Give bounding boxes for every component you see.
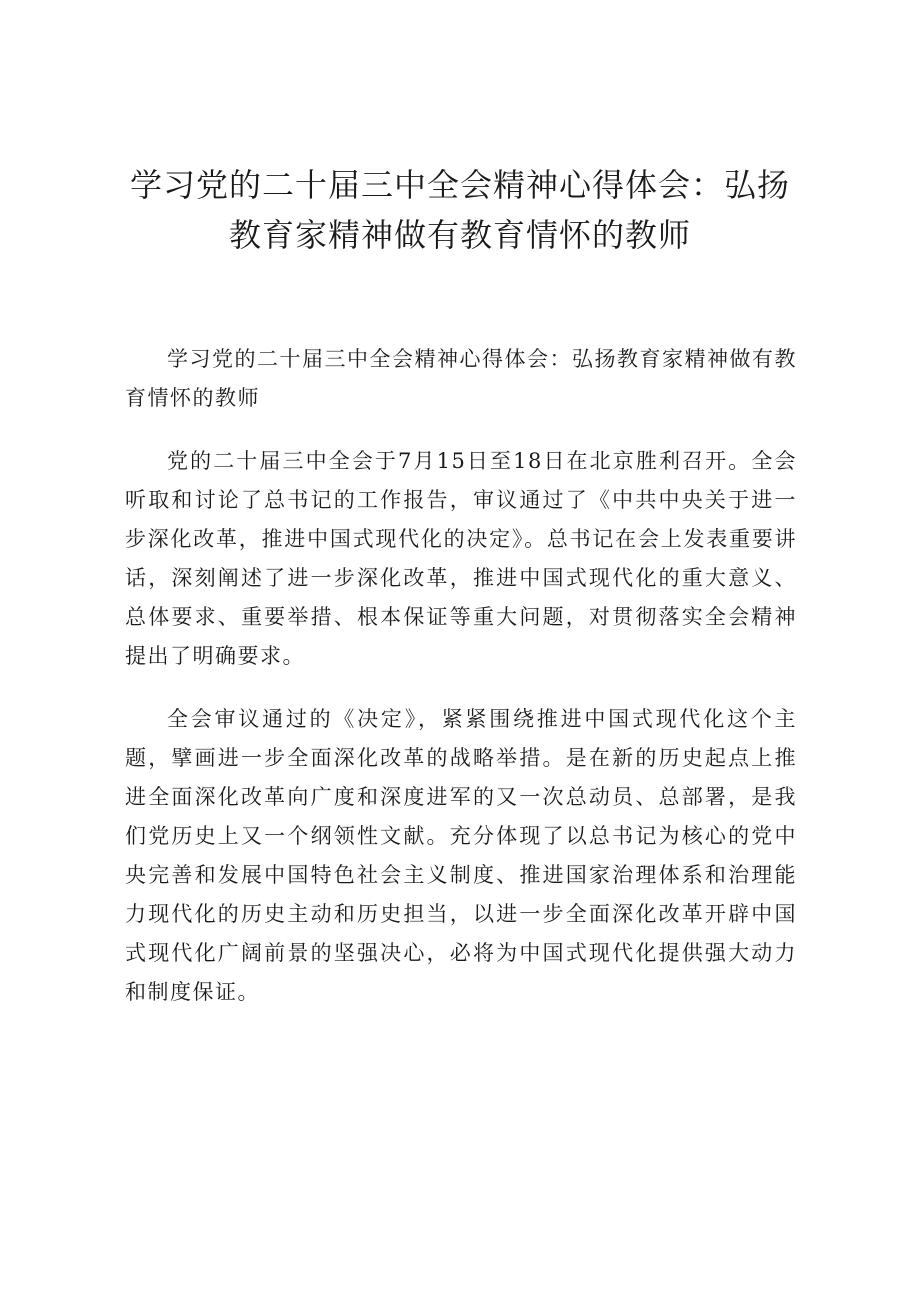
paragraph-decision-significance: 全会审议通过的《决定》，紧紧围绕推进中国式现代化这个主题，擘画进一步全面深化改革的战略举措。是在新的历史起点上推进全面深化改革向广度和深度进军的又一次总动员、总部署，是我们党历史上又一个纲领性文献。充分体现了以总书记为核心的党中央完善和发展中国特色社会主义制度、推进国家治理体系和治理能力现代化的历史主动和历史担当，以进一步全面深化改革开辟中国式现代化广阔前景的坚强决心，必将为中国式现代化提供强大动力和制度保证。 [125, 707, 797, 1004]
paragraph-plenum-summary: 党的二十届三中全会于7月15日至18日在北京胜利召开。全会听取和讨论了总书记的工作报告，审议通过了《中共中央关于进一步深化改革，推进中国式现代化的决定》。总书记在会上发表重要讲话，深刻阐述了进一步深化改革，推进中国式现代化的重大意义、总体要求、重要举措、根本保证等重大问题，对贯彻落实全会精神提出了明确要求。 [125, 449, 797, 668]
document-body [125, 340, 797, 1036]
paragraph-subtitle: 学习党的二十届三中全会精神心得体会：弘扬教育家精神做有教育情怀的教师 [125, 347, 797, 410]
document-title: 学习党的二十届三中全会精神心得体会：弘扬教育家精神做有教育情怀的教师 [129, 166, 790, 254]
